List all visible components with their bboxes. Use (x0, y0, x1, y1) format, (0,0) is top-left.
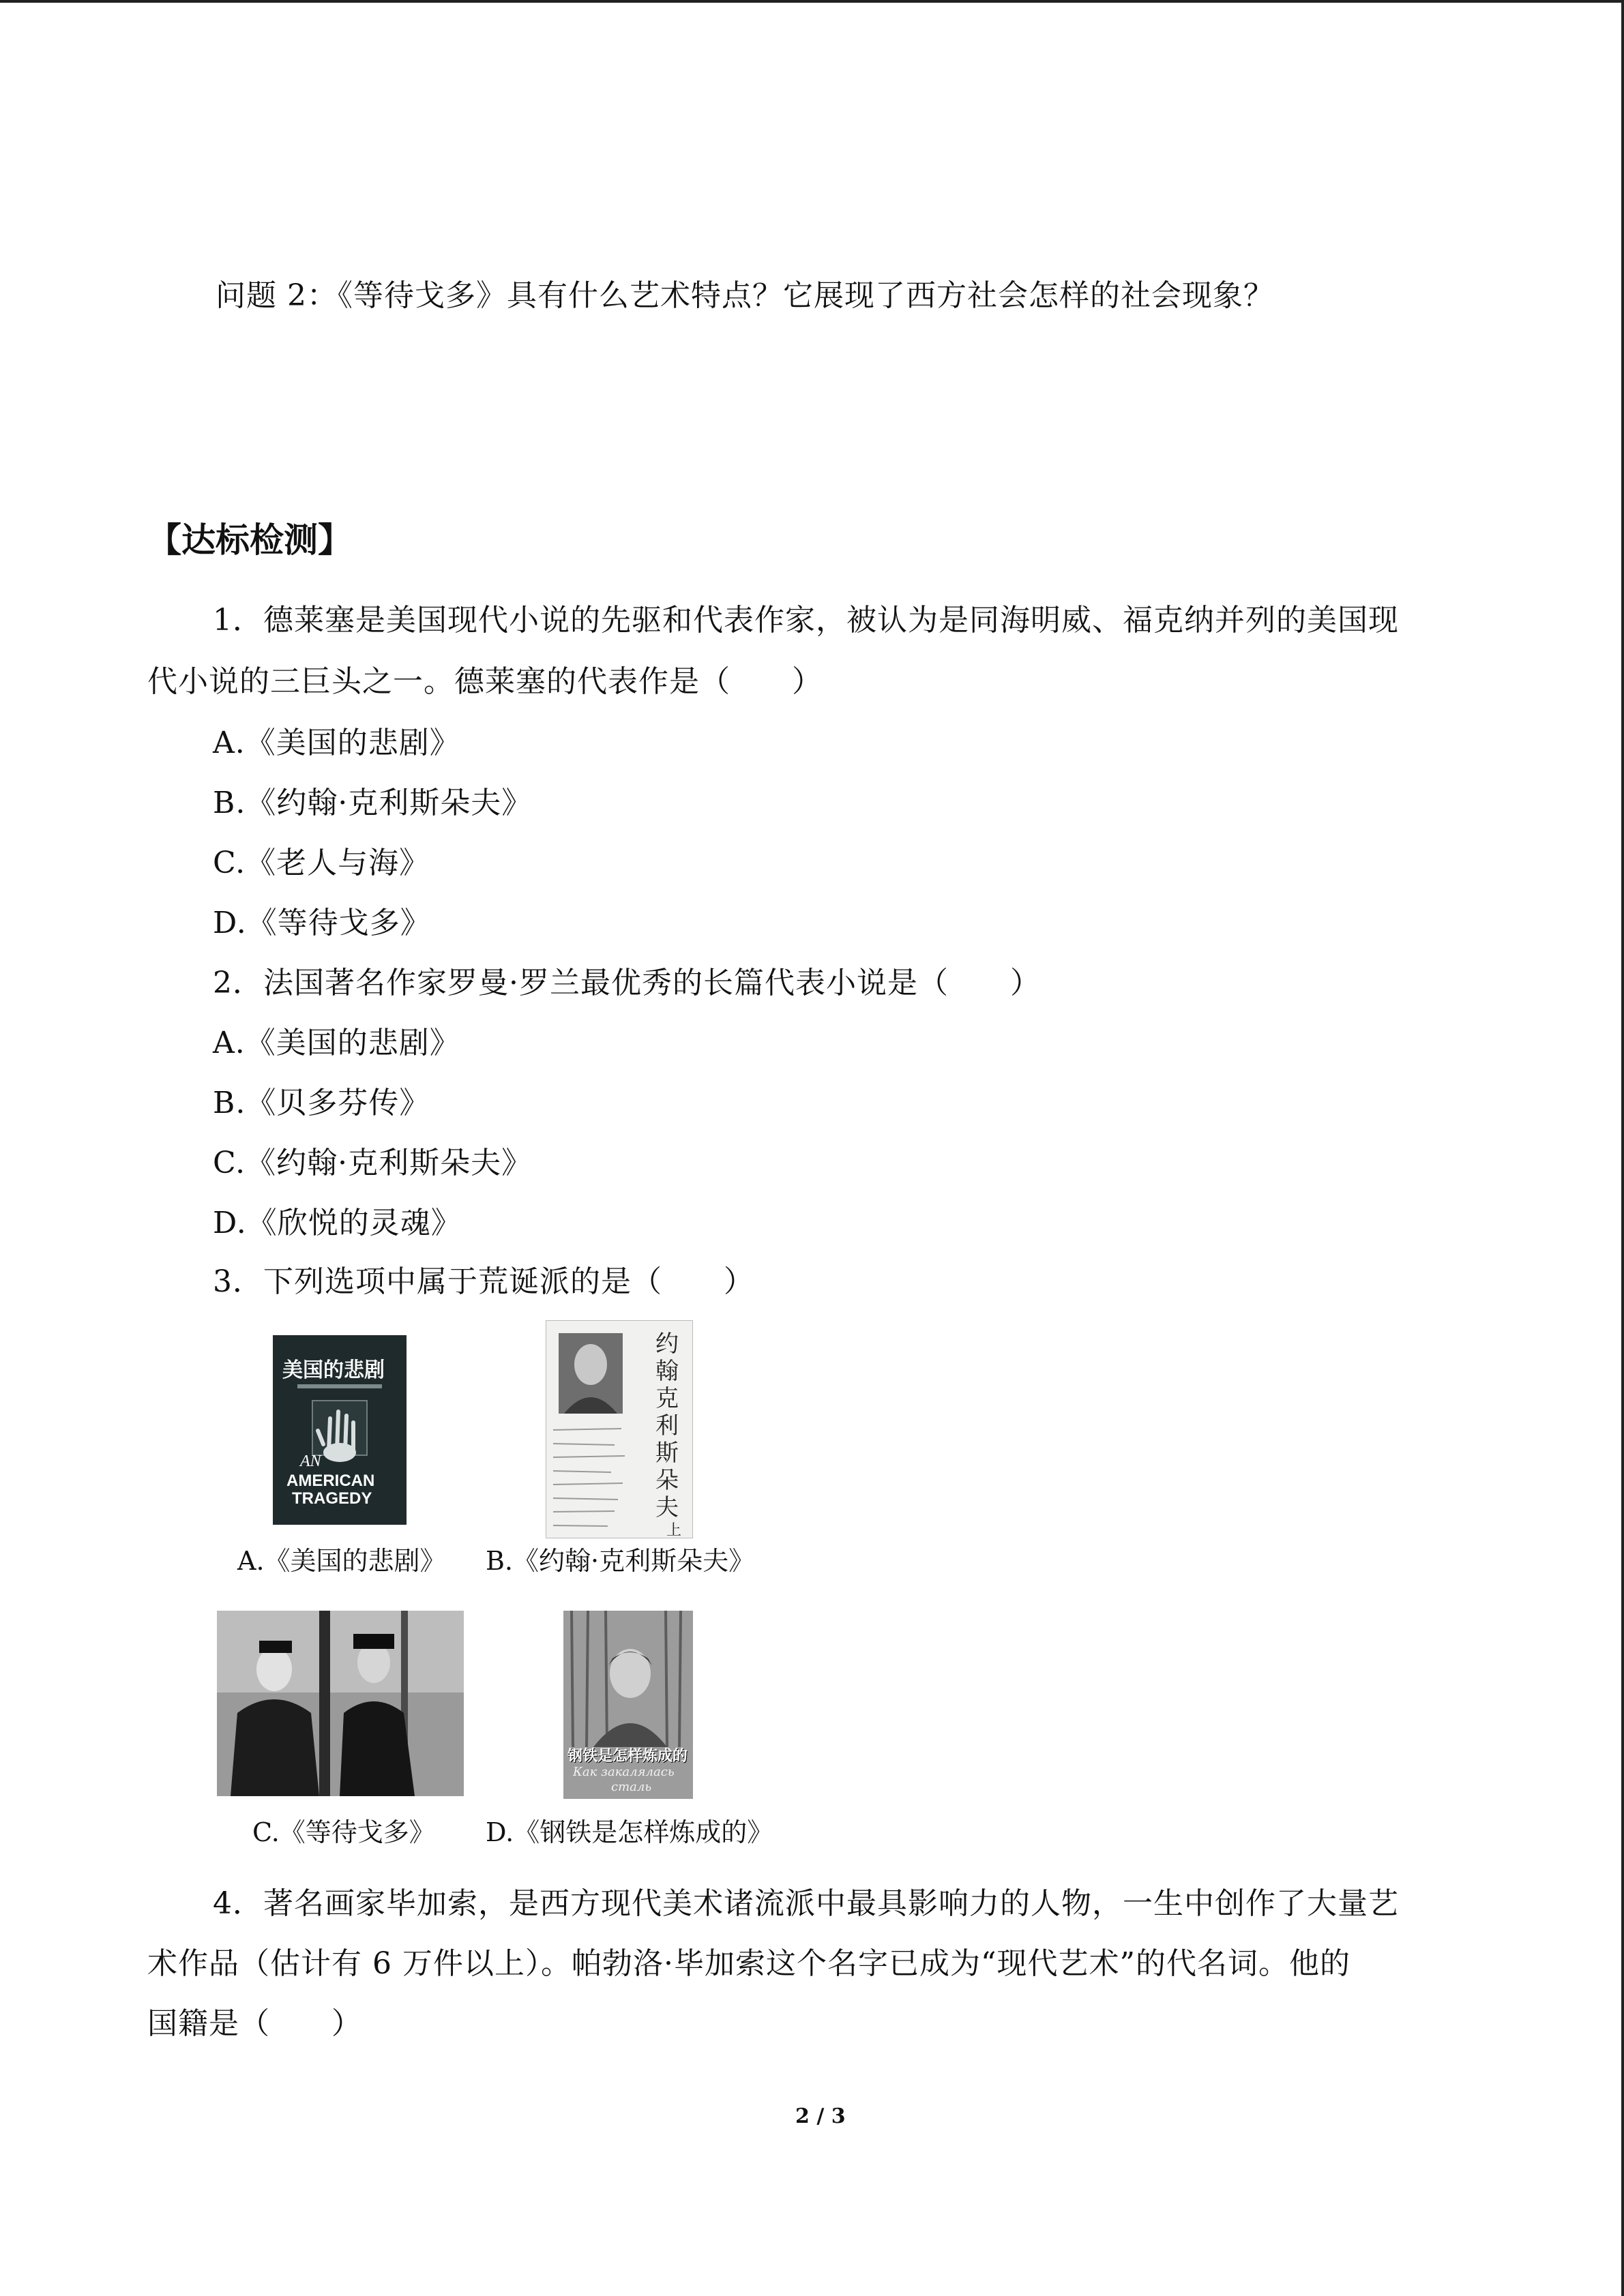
q3-caption-d: D.《钢铁是怎样炼成的》 (486, 1817, 773, 1847)
godot-scene (217, 1611, 464, 1796)
cover-b-char: 朵 (655, 1467, 679, 1494)
cover-a-en-line2: AMERICAN (286, 1472, 375, 1490)
cover-b-char: 夫 (655, 1494, 679, 1521)
cover-d-title: 钢铁是怎样炼成的 (567, 1748, 688, 1765)
cover-b-volume: 上 (666, 1522, 682, 1538)
q3-caption-c: C.《等待戈多》 (252, 1817, 435, 1847)
q1-option-b: B.《约翰·克利斯朵夫》 (213, 786, 533, 820)
cover-b-char: 克 (655, 1385, 679, 1412)
photo-waiting-for-godot (217, 1611, 464, 1796)
question-2-text: 问题 2：《等待戈多》具有什么艺术特点？它展现了西方社会怎样的社会现象？ (216, 278, 1274, 313)
cover-steel-tempered (563, 1611, 693, 1799)
cover-d-russian-line1: Как закалялась (573, 1765, 675, 1779)
q1-stem-line1: 1．德莱塞是美国现代小说的先驱和代表作家，被认为是同海明威、福克纳并列的美国现 (213, 603, 1399, 638)
q2-option-b: B.《贝多芬传》 (213, 1086, 430, 1120)
cover-a-en-line1: AN (300, 1452, 321, 1470)
cover-b-char: 斯 (655, 1440, 679, 1467)
q1-stem-line2: 代小说的三巨头之一。德莱塞的代表作是（ ） (147, 664, 823, 699)
q3-caption-a: A.《美国的悲剧》 (237, 1546, 446, 1576)
q1-option-c: C.《老人与海》 (213, 846, 430, 880)
q3-stem: 3．下列选项中属于荒诞派的是（ ） (213, 1264, 754, 1299)
cover-b-title-vertical (655, 1330, 683, 1521)
q1-option-d: D.《等待戈多》 (213, 906, 431, 940)
cover-b-char: 约 (655, 1330, 679, 1358)
q3-caption-b: B.《约翰·克利斯朵夫》 (486, 1546, 755, 1576)
page-number: 2 / 3 (795, 2104, 846, 2128)
q2-option-c: C.《约翰·克利斯朵夫》 (213, 1146, 533, 1180)
q2-stem: 2．法国著名作家罗曼·罗兰最优秀的长篇代表小说是（ ） (213, 966, 1041, 1000)
q4-line1: 4．著名画家毕加索，是西方现代美术诸流派中最具影响力的人物，一生中创作了大量艺 (213, 1886, 1399, 1921)
q4-line2: 术作品（估计有 6 万件以上）。帕勃洛·毕加索这个名字已成为“现代艺术”的代名词。他的 (147, 1946, 1350, 1981)
cover-jean-christophe (546, 1320, 693, 1538)
cover-american-tragedy (273, 1335, 407, 1525)
cover-d-russian-line2: сталь (611, 1780, 652, 1794)
cover-a-title: 美国的悲剧 (282, 1358, 385, 1382)
cover-b-char: 利 (655, 1412, 679, 1440)
q2-option-d: D.《欣悦的灵魂》 (213, 1206, 462, 1240)
q2-option-a: A.《美国的悲剧》 (213, 1026, 460, 1060)
cover-b-char: 翰 (655, 1358, 679, 1385)
top-border (0, 0, 1624, 3)
cover-a-en-line3: TRAGEDY (292, 1489, 372, 1508)
section-title: 【达标检测】 (147, 520, 352, 560)
right-border (1621, 0, 1624, 2296)
q1-option-a: A.《美国的悲剧》 (213, 726, 460, 760)
q4-line3: 国籍是（ ） (147, 2006, 362, 2041)
